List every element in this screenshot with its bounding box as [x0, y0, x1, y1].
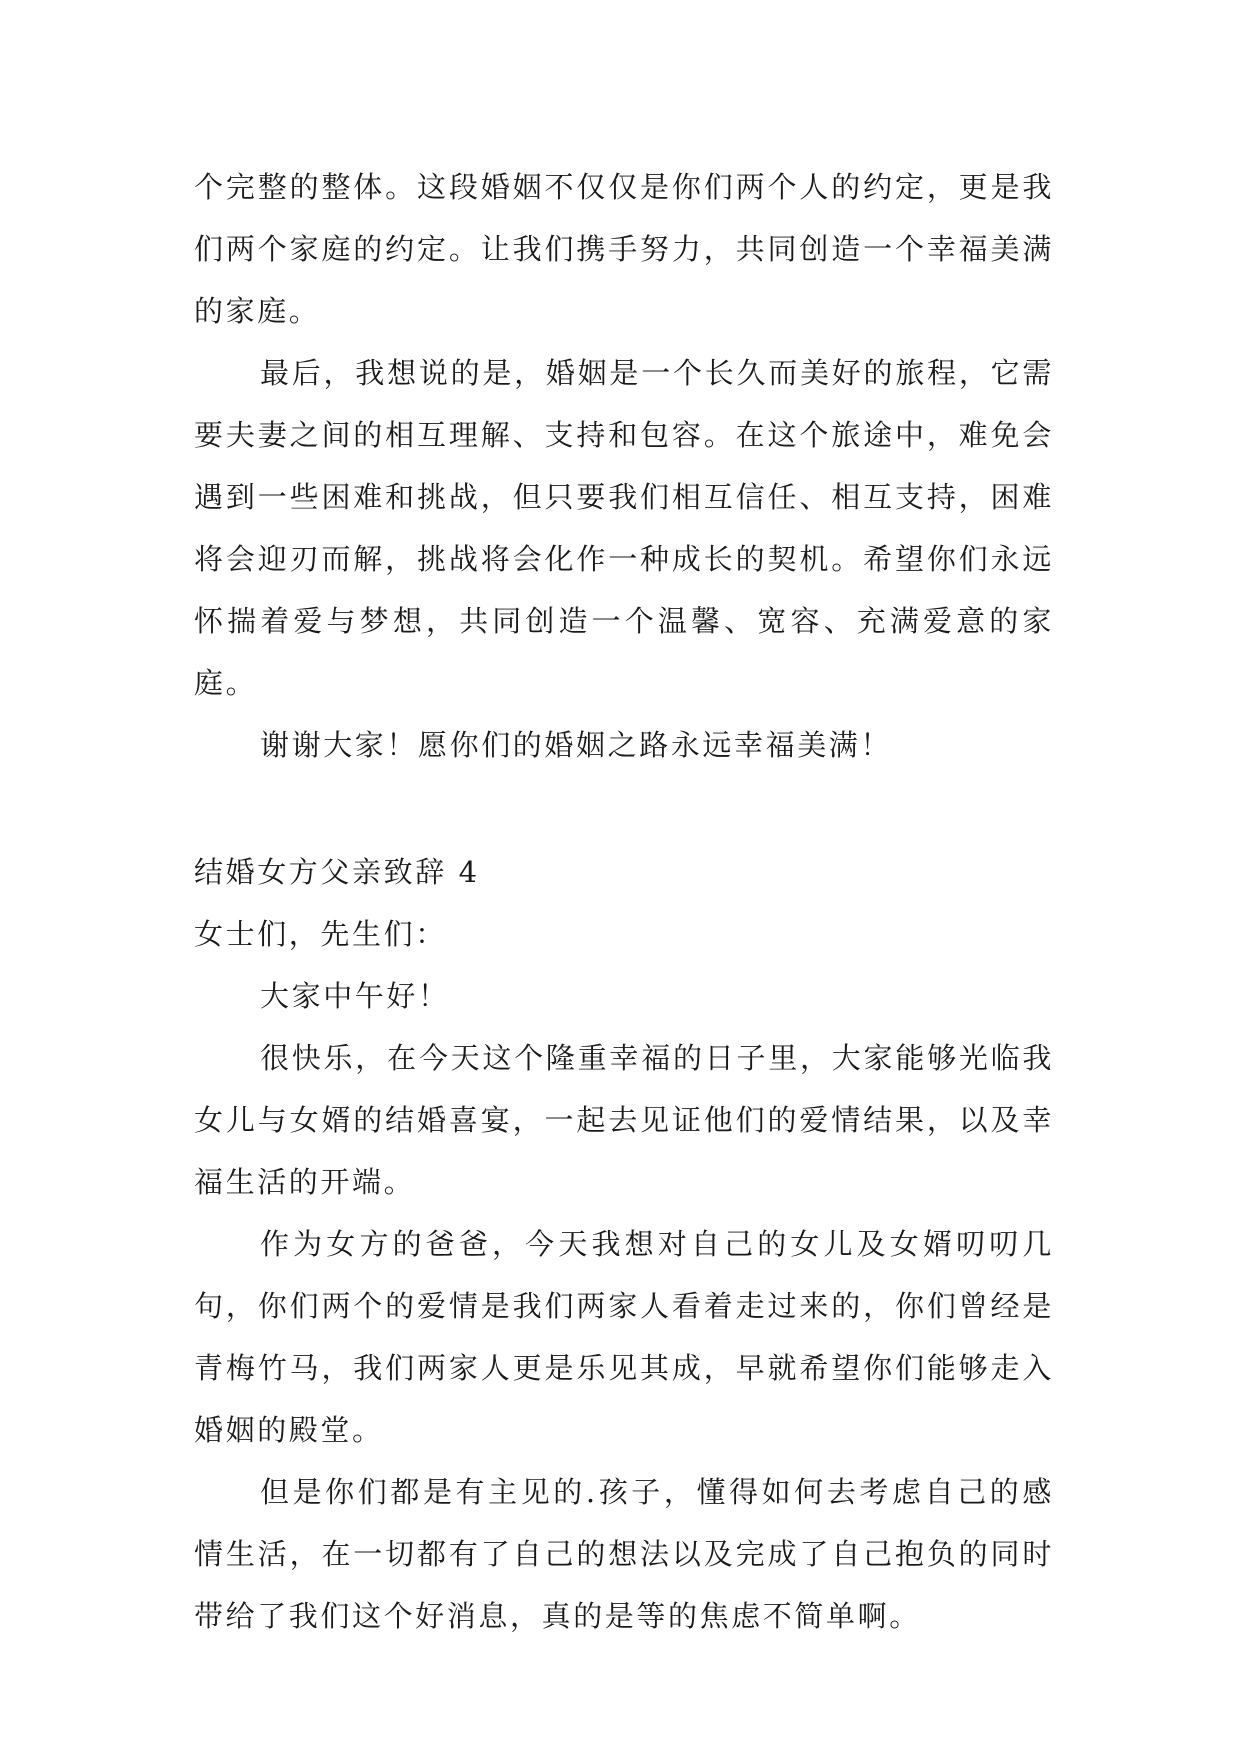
- paragraph-father-words: 作为女方的爸爸，今天我想对自己的女儿及女婿叨叨几句，你们两个的爱情是我们两家人看着走过来的，你们曾经是青梅竹马，我们两家人更是乐见其成，早就希望你们能够走入婚姻的殿堂。: [194, 1227, 1054, 1447]
- paragraph-final-wishes: 最后，我想说的是，婚姻是一个长久而美好的旅程，它需要夫妻之间的相互理解、支持和包容。在这个旅途中，难免会遇到一些困难和挑战，但只要我们相互信任、相互支持，困难将会迎刃而解，挑战将会化作一种成长的契机。希望你们永远怀揣着爱与梦想，共同创造一个温馨、宽容、充满爱意的家庭。: [194, 356, 1054, 700]
- section-title: 结婚女方父亲致辞 4: [194, 855, 480, 889]
- greeting: 大家中午好！: [260, 979, 450, 1013]
- paragraph-continuation: 个完整的整体。这段婚姻不仅仅是你们两个人的约定，更是我们两个家庭的约定。让我们携手努力，共同创造一个幸福美满的家庭。: [194, 170, 1054, 328]
- paragraph-independent-children: 但是你们都是有主见的.孩子，懂得如何去考虑自己的感情生活，在一切都有了自己的想法以及完成了自己抱负的同时带给了我们这个好消息，真的是等的焦虑不简单啊。: [194, 1475, 1054, 1633]
- paragraph-happy-day: 很快乐，在今天这个隆重幸福的日子里，大家能够光临我女儿与女婿的结婚喜宴，一起去见证他们的爱情结果，以及幸福生活的开端。: [194, 1041, 1054, 1199]
- salutation: 女士们，先生们：: [194, 917, 447, 951]
- document-page: [194, 156, 1054, 1647]
- paragraph-thanks: 谢谢大家！愿你们的婚姻之路永远幸福美满！: [260, 728, 893, 762]
